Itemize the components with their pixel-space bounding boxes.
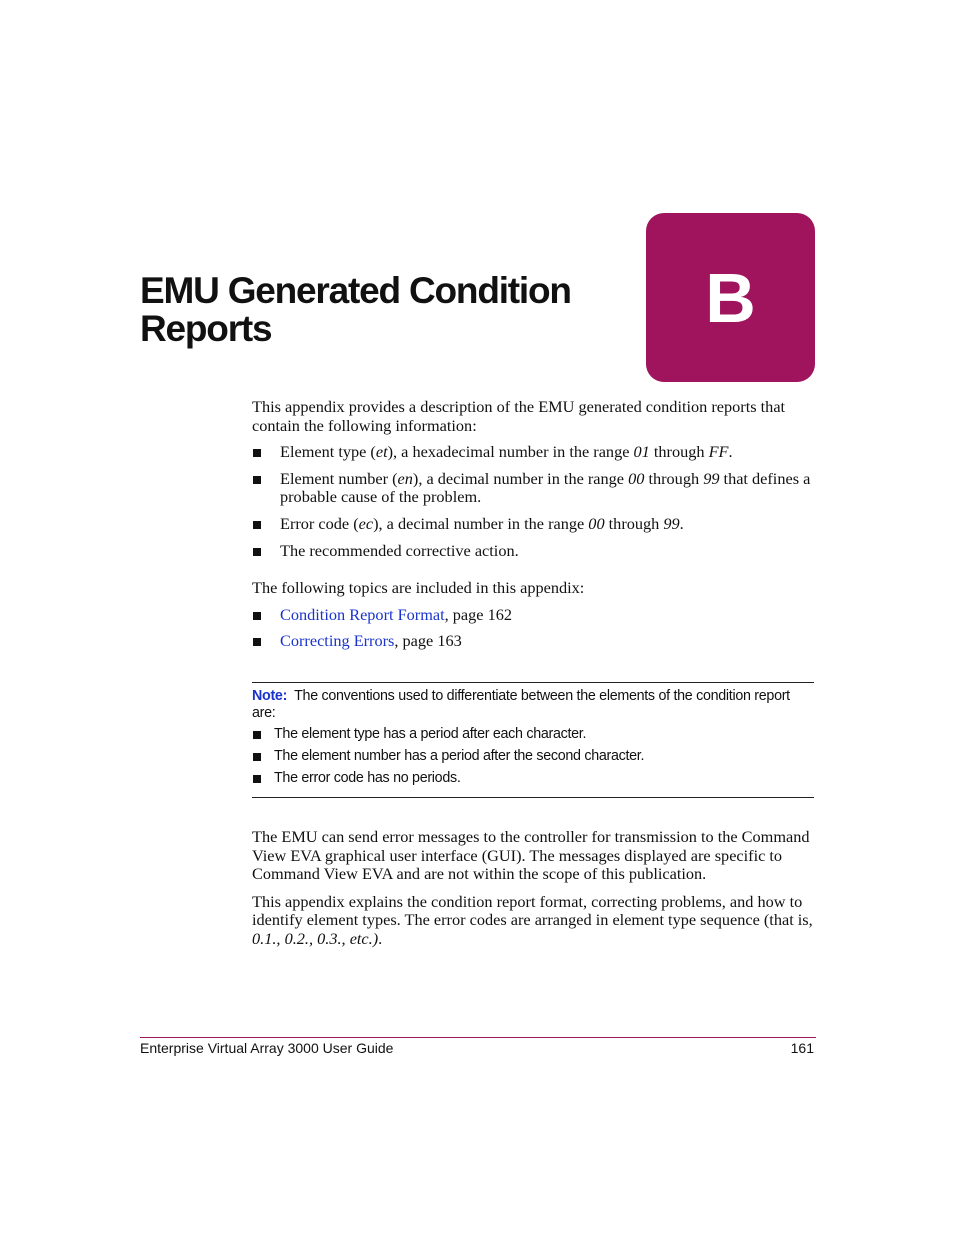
body-section bbox=[252, 828, 817, 958]
topics-list bbox=[252, 606, 817, 651]
footer-rule bbox=[140, 1037, 816, 1038]
appendix-letter: B bbox=[705, 258, 756, 337]
title-line-2: Reports bbox=[140, 308, 272, 349]
link-correcting-errors[interactable]: Correcting Errors bbox=[280, 631, 395, 651]
list-item: Condition Report Format, page 162 bbox=[252, 606, 817, 625]
list-item: The element type has a period after each character. bbox=[252, 726, 814, 743]
list-item: The recommended corrective action. bbox=[252, 542, 817, 561]
intro-paragraph: This appendix provides a description of the EMU generated condition reports that contain the following information: bbox=[252, 397, 786, 435]
appendix-badge bbox=[646, 213, 815, 382]
title-line-1: EMU Generated Condition bbox=[140, 270, 571, 311]
bullet-icon bbox=[253, 476, 261, 484]
body-paragraph-2: This appendix explains the condition report format, correcting problems, and how to identify element types. The error codes are arranged in element type sequence (that is, 0.1., 0.2., 0.3., etc.). bbox=[252, 891, 813, 948]
list-item: The element number has a period after the second character. bbox=[252, 748, 814, 765]
list-item: Element number (en), a decimal number in the range 00 through 99 that defines a probable cause of the problem. bbox=[252, 470, 817, 507]
bullet-icon bbox=[253, 753, 261, 761]
bullet-icon bbox=[253, 548, 261, 556]
topics-paragraph: The following topics are included in this appendix: bbox=[252, 578, 585, 598]
list-item: The error code has no periods. bbox=[252, 770, 814, 787]
page-title bbox=[140, 272, 610, 348]
list-item: Error code (ec), a decimal number in the range 00 through 99. bbox=[252, 515, 817, 534]
link-condition-report-format[interactable]: Condition Report Format bbox=[280, 604, 445, 624]
note-text: Note: The conventions used to differentiate between the elements of the condition report are: bbox=[252, 688, 790, 721]
bullet-icon bbox=[253, 449, 261, 457]
note-list bbox=[252, 726, 814, 787]
page-number: 161 bbox=[790, 1040, 814, 1056]
bullet-icon bbox=[253, 731, 261, 739]
bullet-icon bbox=[253, 775, 261, 783]
list-item: Correcting Errors, page 163 bbox=[252, 632, 817, 651]
note-box bbox=[252, 682, 814, 798]
intro-section bbox=[252, 398, 817, 651]
note-label: Note: bbox=[252, 688, 288, 704]
body-paragraph-1: The EMU can send error messages to the controller for transmission to the Command View EVA graphical user interface (GUI). The messages displayed are specific to Command View EVA and are not within the scope of this publication. bbox=[252, 827, 810, 884]
page-footer bbox=[140, 1040, 814, 1057]
list-item: Element type (et), a hexadecimal number in the range 01 through FF. bbox=[252, 443, 817, 462]
bullet-icon bbox=[253, 521, 261, 529]
bullet-icon bbox=[253, 638, 261, 646]
info-list bbox=[252, 443, 817, 560]
bullet-icon bbox=[253, 612, 261, 620]
footer-title: Enterprise Virtual Array 3000 User Guide bbox=[140, 1040, 394, 1056]
